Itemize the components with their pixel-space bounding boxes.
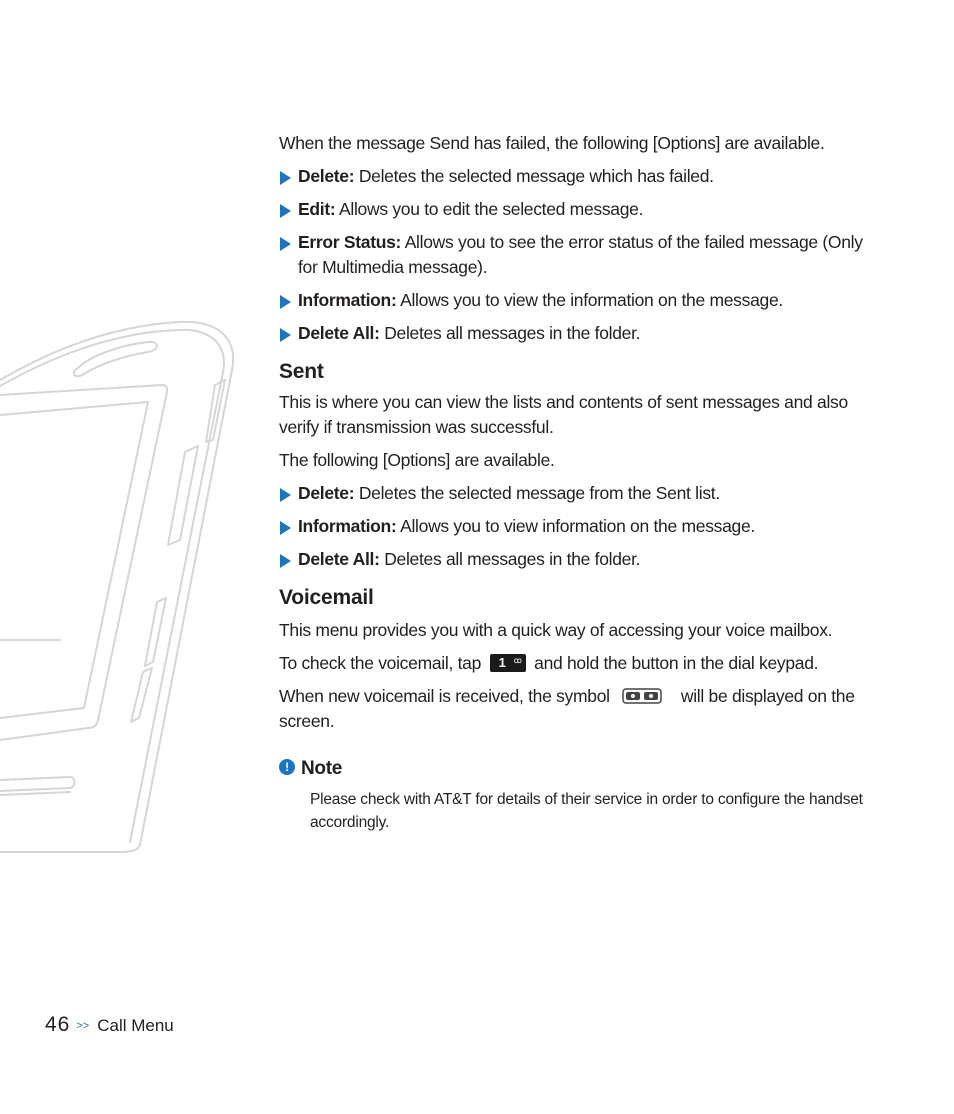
bullet-arrow-icon (280, 171, 291, 185)
sent-heading: Sent (279, 360, 324, 383)
bullet-arrow-icon (280, 237, 291, 251)
option-text: Deletes the selected message from the Sent list. (358, 483, 720, 503)
option-label: Delete: (298, 166, 355, 186)
voicemail-key-icon (490, 654, 526, 672)
option-label: Delete: (298, 483, 355, 503)
option-edit (279, 197, 869, 222)
option-text: Deletes all messages in the folder. (384, 323, 641, 343)
sent-description: This is where you can view the lists and contents of sent messages and also verify if transmission was successful. (279, 392, 848, 437)
bullet-arrow-icon (280, 521, 291, 535)
option-text: Deletes the selected message which has failed. (358, 166, 714, 186)
footer-separator: >> (76, 1020, 90, 1032)
option-label: Delete All: (298, 549, 380, 569)
option-label: Information: (298, 516, 397, 536)
sent-option-delete-all (279, 547, 869, 572)
key-number: 1 (498, 655, 506, 671)
new-text-after: will be displayed on the screen. (279, 686, 855, 731)
voicemail-symbol-icon (622, 687, 662, 705)
footer-section: Call Menu (97, 1016, 174, 1035)
sent-option-information (279, 514, 869, 539)
option-text: Allows you to see the error status of the failed message (Only for Multimedia message). (298, 232, 863, 277)
option-delete (279, 164, 869, 189)
check-text-before: To check the voicemail, tap (279, 653, 482, 673)
bullet-arrow-icon (280, 488, 291, 502)
new-text-before: When new voicemail is received, the symbol (279, 686, 610, 706)
option-text: Deletes all messages in the folder. (384, 549, 641, 569)
failed-intro: When the message Send has failed, the following [Options] are available. (279, 133, 825, 153)
note-section (279, 756, 869, 834)
note-header (279, 756, 869, 782)
option-text: Allows you to view information on the message. (400, 516, 755, 536)
option-label: Information: (298, 290, 397, 310)
option-error-status (279, 230, 869, 280)
main-content (279, 131, 869, 834)
voicemail-check-instructions (279, 651, 869, 676)
voicemail-glyph-icon: ꝏ (513, 656, 522, 666)
option-information (279, 288, 869, 313)
voicemail-heading: Voicemail (279, 586, 374, 609)
option-label: Delete All: (298, 323, 380, 343)
sent-options-intro: The following [Options] are available. (279, 450, 555, 470)
bullet-arrow-icon (280, 204, 291, 218)
page-footer (45, 1011, 174, 1040)
option-text: Allows you to edit the selected message. (339, 199, 644, 219)
bullet-arrow-icon (280, 295, 291, 309)
phone-outline-illustration (0, 0, 240, 870)
bullet-arrow-icon (280, 328, 291, 342)
page-number: 46 (45, 1013, 71, 1036)
option-label: Edit: (298, 199, 336, 219)
sent-option-delete (279, 481, 869, 506)
bullet-arrow-icon (280, 554, 291, 568)
option-label: Error Status: (298, 232, 402, 252)
note-title: Note (301, 758, 343, 779)
option-delete-all (279, 321, 869, 346)
check-text-after: and hold the button in the dial keypad. (534, 653, 819, 673)
info-exclamation-icon: ! (279, 759, 295, 775)
note-text: Please check with AT&T for details of their service in order to configure the handset accordingly. (310, 791, 863, 831)
option-text: Allows you to view the information on the message. (400, 290, 783, 310)
voicemail-description: This menu provides you with a quick way of accessing your voice mailbox. (279, 620, 833, 640)
voicemail-new-message (279, 684, 869, 734)
